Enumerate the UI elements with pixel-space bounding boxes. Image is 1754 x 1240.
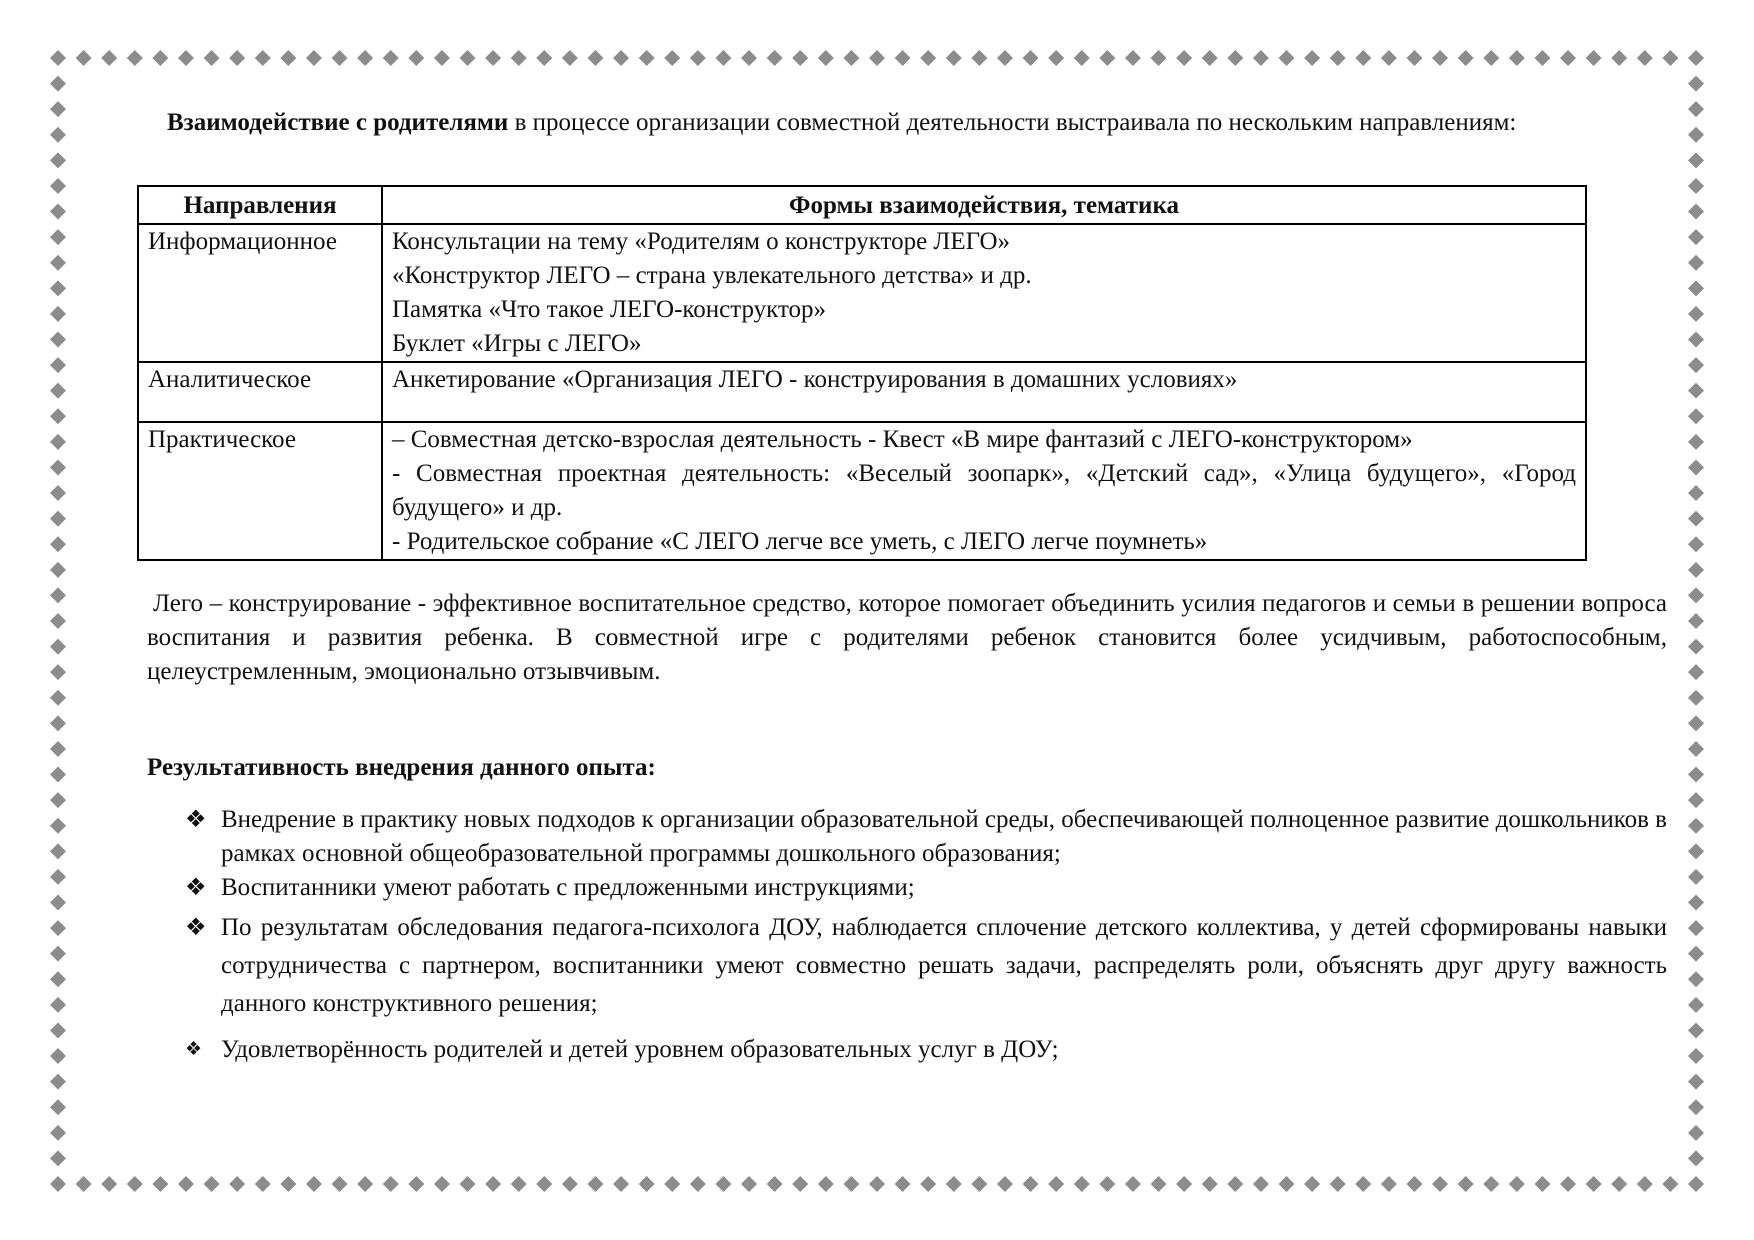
border-diamond [715, 50, 731, 66]
border-diamond [511, 50, 527, 66]
list-item-text: Воспитанники умеют работать с предложенными инструкциями; [221, 874, 915, 901]
border-diamond [1688, 101, 1704, 117]
forms-line: «Конструктор ЛЕГО – страна увлекательного детства» и др. [392, 262, 1032, 289]
border-diamond [1279, 50, 1295, 66]
border-diamond [690, 50, 706, 66]
border-diamond [1432, 50, 1448, 66]
border-diamond [76, 1176, 92, 1192]
border-diamond [50, 357, 66, 373]
border-diamond [50, 459, 66, 475]
border-diamond [741, 50, 757, 66]
border-diamond [1381, 1176, 1397, 1192]
border-diamond [1381, 50, 1397, 66]
border-diamond [1586, 50, 1602, 66]
border-diamond [280, 50, 296, 66]
border-diamond [1688, 50, 1704, 66]
border-diamond [1304, 50, 1320, 66]
border-diamond [408, 1176, 424, 1192]
border-diamond [1099, 1176, 1115, 1192]
border-diamond [1688, 485, 1704, 501]
border-diamond [946, 1176, 962, 1192]
border-diamond [204, 1176, 220, 1192]
border-diamond [1688, 76, 1704, 92]
direction-cell: Аналитическое [138, 362, 382, 422]
border-diamond [1202, 1176, 1218, 1192]
border-diamond [50, 229, 66, 245]
border-diamond [1688, 408, 1704, 424]
header-directions: Направления [138, 186, 382, 224]
table-row [138, 362, 1586, 422]
direction-cell: Практическое [138, 422, 382, 560]
border-diamond [1611, 1176, 1627, 1192]
forms-cell [382, 224, 1586, 362]
border-diamond [613, 50, 629, 66]
border-diamond [1688, 204, 1704, 220]
list-item-text: Внедрение в практику новых подходов к организации образовательной среды, обеспечивающей полноценное развитие дошкольников в рамках основной общеобразовательной программы дошкольного образования; [221, 806, 1667, 867]
border-diamond [1023, 50, 1039, 66]
forms-line: Буклет «Игры с ЛЕГО» [392, 330, 642, 357]
border-diamond [50, 690, 66, 706]
border-diamond [1688, 562, 1704, 578]
forms-line: Анкетирование «Организация ЛЕГО - конструирования в домашних условиях» [392, 366, 1238, 393]
border-diamond [843, 50, 859, 66]
border-diamond [1688, 664, 1704, 680]
border-diamond [1483, 1176, 1499, 1192]
border-diamond [50, 1125, 66, 1141]
border-diamond [50, 1048, 66, 1064]
border-diamond [792, 1176, 808, 1192]
border-diamond [818, 1176, 834, 1192]
border-diamond [895, 1176, 911, 1192]
border-diamond [1483, 50, 1499, 66]
border-diamond [869, 50, 885, 66]
border-diamond [50, 1074, 66, 1090]
border-diamond [1688, 997, 1704, 1013]
border-diamond [50, 101, 66, 117]
diamond-quad-icon: ❖ [185, 915, 207, 941]
border-diamond [1688, 741, 1704, 757]
border-diamond [536, 1176, 552, 1192]
border-diamond [562, 1176, 578, 1192]
border-diamond [562, 50, 578, 66]
border-diamond [1688, 1099, 1704, 1115]
border-diamond [50, 587, 66, 603]
forms-cell [382, 362, 1586, 422]
border-diamond [1688, 792, 1704, 808]
border-diamond [1048, 1176, 1064, 1192]
summary-paragraph: Лего – конструирование - эффективное воспитательное средство, которое помогает объединить усилия педагогов и семьи в решении вопроса воспитания и развития ребенка. В совместной игре с родителями ребенок становится более усидчивым, работоспособным, целеустремленным, эмоционально отзывчивым. [147, 590, 1667, 685]
border-diamond [715, 1176, 731, 1192]
border-diamond [127, 1176, 143, 1192]
intro-text: в процессе организации совместной деятельности выстраивала по нескольким направлениям: [508, 109, 1517, 136]
border-diamond [383, 1176, 399, 1192]
border-diamond [997, 1176, 1013, 1192]
list-item-text: По результатам обследования педагога-психолога ДОУ, наблюдается сплочение детского коллектива, у детей сформированы навыки сотрудничества с партнером, воспитанники умеют совместно решать задачи, распределять роли, объяснять друг другу важность данного конструктивного решения; [221, 914, 1667, 1017]
border-diamond [741, 1176, 757, 1192]
border-diamond [1688, 178, 1704, 194]
border-diamond [1048, 50, 1064, 66]
border-diamond [50, 1176, 66, 1192]
border-diamond [1176, 50, 1192, 66]
border-diamond [1611, 50, 1627, 66]
border-diamond [1688, 434, 1704, 450]
border-diamond [767, 50, 783, 66]
border-diamond [664, 1176, 680, 1192]
border-diamond [1637, 1176, 1653, 1192]
border-diamond [255, 1176, 271, 1192]
border-diamond [946, 50, 962, 66]
border-diamond [76, 50, 92, 66]
border-diamond [1688, 587, 1704, 603]
border-diamond [1688, 459, 1704, 475]
border-diamond [920, 1176, 936, 1192]
border-diamond [1688, 357, 1704, 373]
border-diamond [1458, 50, 1474, 66]
border-diamond [1074, 1176, 1090, 1192]
border-diamond [1688, 332, 1704, 348]
border-diamond [1688, 1176, 1704, 1192]
border-diamond [1688, 229, 1704, 245]
border-diamond [639, 50, 655, 66]
border-diamond [1330, 50, 1346, 66]
border-diamond [1176, 1176, 1192, 1192]
forms-line: - Совместная проектная деятельность: «Веселый зоопарк», «Детский сад», «Улица будущего», «Город будущего» и др. [392, 460, 1576, 521]
border-diamond [1688, 946, 1704, 962]
border-diamond [536, 50, 552, 66]
border-diamond [50, 434, 66, 450]
border-diamond [50, 50, 66, 66]
border-diamond [50, 946, 66, 962]
border-diamond [50, 280, 66, 296]
border-diamond [843, 1176, 859, 1192]
border-diamond [1688, 127, 1704, 143]
border-diamond [50, 741, 66, 757]
border-diamond [1534, 50, 1550, 66]
border-diamond [1125, 50, 1141, 66]
border-diamond [1560, 50, 1576, 66]
border-diamond [152, 50, 168, 66]
border-diamond [50, 997, 66, 1013]
border-diamond [1688, 869, 1704, 885]
border-diamond [50, 306, 66, 322]
table-header-row [138, 186, 1586, 224]
document-page [147, 106, 1667, 1067]
border-diamond [50, 485, 66, 501]
border-diamond [101, 50, 117, 66]
border-diamond [50, 255, 66, 271]
border-diamond [50, 792, 66, 808]
border-diamond [50, 895, 66, 911]
border-diamond [460, 1176, 476, 1192]
diamond-quad-icon: ❖ [185, 875, 207, 901]
border-diamond [460, 50, 476, 66]
border-diamond [1099, 50, 1115, 66]
border-diamond [997, 50, 1013, 66]
border-diamond [50, 818, 66, 834]
intro-paragraph [147, 106, 1667, 140]
border-diamond [1534, 1176, 1550, 1192]
border-diamond [178, 50, 194, 66]
border-diamond [50, 76, 66, 92]
results-list [147, 803, 1667, 1067]
border-diamond [1509, 50, 1525, 66]
list-item [147, 803, 1667, 871]
border-diamond [50, 715, 66, 731]
border-diamond [50, 1099, 66, 1115]
list-item [147, 1033, 1667, 1067]
border-diamond [1688, 971, 1704, 987]
border-diamond [1662, 50, 1678, 66]
border-diamond [50, 178, 66, 194]
border-diamond [101, 1176, 117, 1192]
border-diamond [1688, 280, 1704, 296]
border-diamond [1688, 895, 1704, 911]
results-heading: Результативность внедрения данного опыта: [147, 754, 656, 781]
direction-cell: Информационное [138, 224, 382, 362]
border-diamond [1202, 50, 1218, 66]
border-diamond [1688, 818, 1704, 834]
border-diamond [332, 1176, 348, 1192]
border-diamond [1662, 1176, 1678, 1192]
border-diamond [1279, 1176, 1295, 1192]
border-diamond [664, 50, 680, 66]
border-diamond [1406, 1176, 1422, 1192]
border-diamond [50, 408, 66, 424]
border-diamond [127, 50, 143, 66]
border-diamond [1125, 1176, 1141, 1192]
border-diamond [1509, 1176, 1525, 1192]
border-diamond [767, 1176, 783, 1192]
border-diamond [1688, 152, 1704, 168]
border-diamond [485, 1176, 501, 1192]
border-diamond [1688, 255, 1704, 271]
border-diamond [818, 50, 834, 66]
border-diamond [357, 1176, 373, 1192]
diamond-quad-icon: ❖ [185, 807, 207, 833]
border-diamond [280, 1176, 296, 1192]
border-diamond [50, 152, 66, 168]
border-diamond [357, 50, 373, 66]
border-diamond [690, 1176, 706, 1192]
border-diamond [1151, 1176, 1167, 1192]
border-diamond [1637, 50, 1653, 66]
border-diamond [152, 1176, 168, 1192]
border-diamond [50, 920, 66, 936]
border-diamond [50, 767, 66, 783]
border-diamond [1330, 1176, 1346, 1192]
border-diamond [1688, 1048, 1704, 1064]
border-diamond [1688, 715, 1704, 731]
border-diamond [50, 971, 66, 987]
border-diamond [50, 511, 66, 527]
border-diamond [50, 869, 66, 885]
border-diamond [408, 50, 424, 66]
border-diamond [1688, 767, 1704, 783]
border-diamond [1688, 639, 1704, 655]
border-diamond [1688, 690, 1704, 706]
border-diamond [1688, 306, 1704, 322]
border-diamond [50, 613, 66, 629]
border-diamond [485, 50, 501, 66]
list-item [147, 871, 1667, 905]
border-diamond [613, 1176, 629, 1192]
border-diamond [869, 1176, 885, 1192]
border-diamond [1688, 511, 1704, 527]
border-diamond [1227, 50, 1243, 66]
border-diamond [332, 50, 348, 66]
border-diamond [1074, 50, 1090, 66]
border-diamond [971, 50, 987, 66]
border-diamond [434, 50, 450, 66]
directions-table [137, 185, 1587, 561]
border-diamond [1253, 50, 1269, 66]
border-diamond [1688, 383, 1704, 399]
border-diamond [1688, 920, 1704, 936]
border-diamond [50, 843, 66, 859]
border-diamond [792, 50, 808, 66]
border-diamond [50, 383, 66, 399]
diamond-quad-icon: ❖ [185, 1039, 203, 1060]
border-diamond [1688, 843, 1704, 859]
forms-cell [382, 422, 1586, 560]
border-diamond [229, 1176, 245, 1192]
border-diamond [1355, 50, 1371, 66]
forms-line: Памятка «Что такое ЛЕГО-конструктор» [392, 296, 827, 323]
border-diamond [50, 127, 66, 143]
border-diamond [1458, 1176, 1474, 1192]
forms-line: – Совместная детско-взрослая деятельность - Квест «В мире фантазий с ЛЕГО-конструктором» [392, 426, 1413, 453]
border-diamond [639, 1176, 655, 1192]
border-diamond [50, 204, 66, 220]
border-diamond [1151, 50, 1167, 66]
list-item-text: Удовлетворённость родителей и детей уровнем образовательных услуг в ДОУ; [221, 1036, 1059, 1063]
border-diamond [1688, 1022, 1704, 1038]
border-diamond [306, 1176, 322, 1192]
border-diamond [50, 562, 66, 578]
border-diamond [204, 50, 220, 66]
border-diamond [1406, 50, 1422, 66]
border-diamond [1560, 1176, 1576, 1192]
border-diamond [1304, 1176, 1320, 1192]
table-row [138, 224, 1586, 362]
border-diamond [1688, 1074, 1704, 1090]
border-diamond [1688, 613, 1704, 629]
border-diamond [434, 1176, 450, 1192]
border-diamond [1253, 1176, 1269, 1192]
border-diamond [50, 639, 66, 655]
border-diamond [920, 50, 936, 66]
table-row [138, 422, 1586, 560]
border-diamond [895, 50, 911, 66]
border-diamond [50, 1150, 66, 1166]
border-diamond [1688, 536, 1704, 552]
border-diamond [50, 332, 66, 348]
forms-line: - Родительское собрание «С ЛЕГО легче все уметь, с ЛЕГО легче поумнеть» [392, 528, 1208, 555]
border-diamond [1023, 1176, 1039, 1192]
border-diamond [383, 50, 399, 66]
border-diamond [50, 536, 66, 552]
border-diamond [306, 50, 322, 66]
border-diamond [587, 50, 603, 66]
border-diamond [511, 1176, 527, 1192]
border-diamond [178, 1176, 194, 1192]
border-diamond [1355, 1176, 1371, 1192]
border-diamond [1688, 1125, 1704, 1141]
border-diamond [255, 50, 271, 66]
border-diamond [1227, 1176, 1243, 1192]
list-item [147, 909, 1667, 1023]
intro-bold-lead: Взаимодействие с родителями [167, 109, 509, 136]
header-forms: Формы взаимодействия, тематика [382, 186, 1586, 224]
border-diamond [1586, 1176, 1602, 1192]
border-diamond [971, 1176, 987, 1192]
border-diamond [50, 1022, 66, 1038]
border-diamond [1688, 1150, 1704, 1166]
forms-line: Консультации на тему «Родителям о конструкторе ЛЕГО» [392, 228, 1011, 255]
border-diamond [1432, 1176, 1448, 1192]
border-diamond [229, 50, 245, 66]
border-diamond [587, 1176, 603, 1192]
border-diamond [50, 664, 66, 680]
